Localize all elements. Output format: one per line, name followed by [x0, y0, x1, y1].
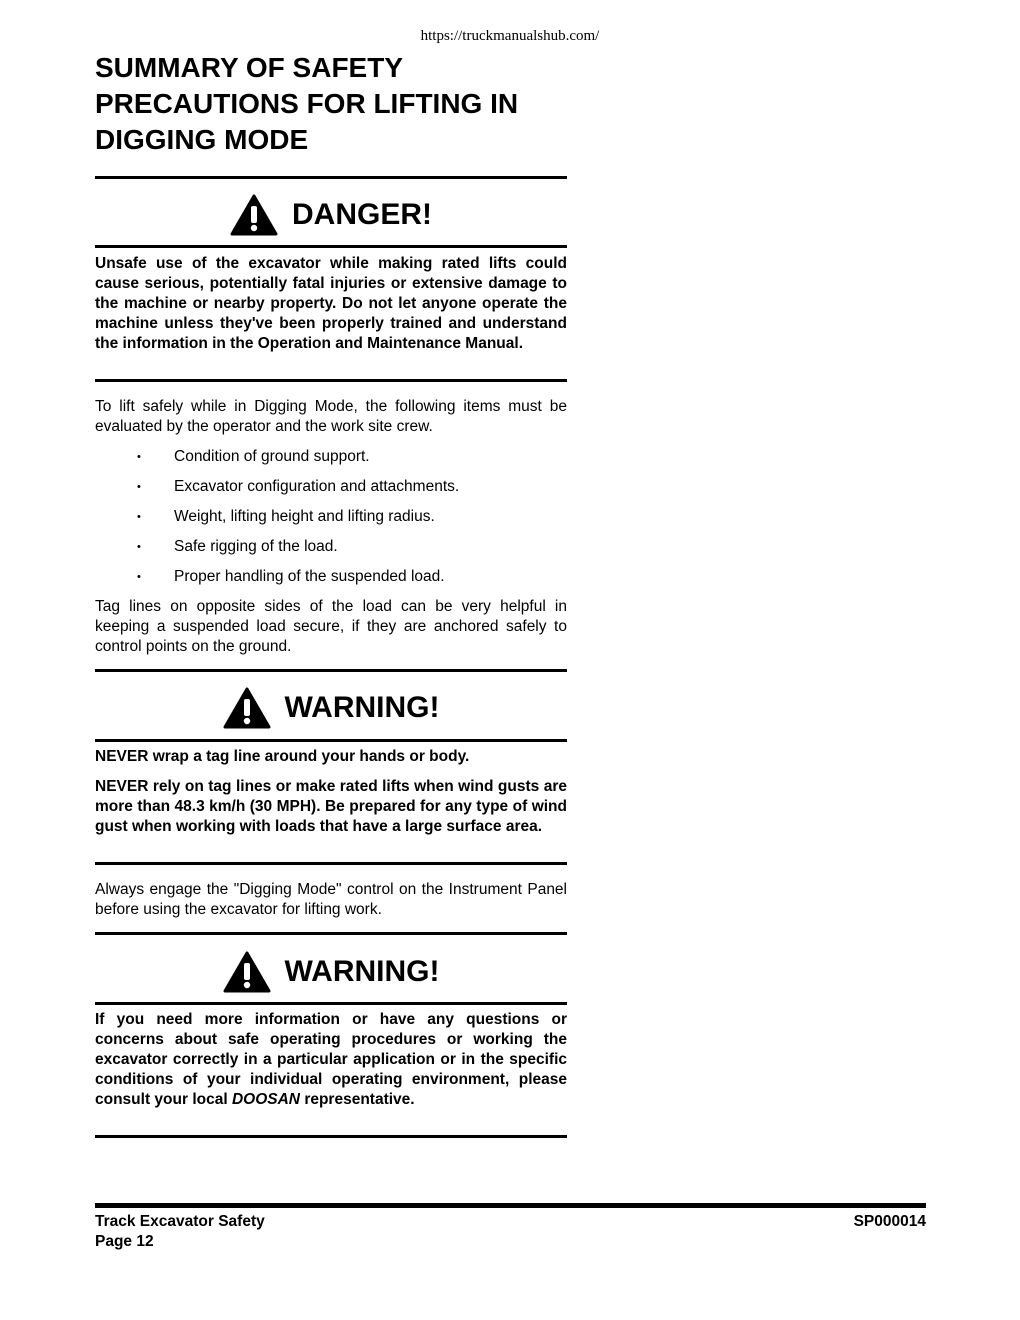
divider	[95, 739, 567, 742]
warning-text: NEVER wrap a tag line around your hands or body.	[95, 748, 470, 765]
warning-triangle-icon	[223, 687, 271, 729]
list-item	[95, 447, 567, 477]
warning-text-part: representative.	[304, 1091, 415, 1108]
list-item	[95, 567, 567, 597]
warning-text-part: If you need more information or have any questions or concerns about safe operating procedures or working the excavator correctly in a particular application or in the specific conditions of your individual operating environment, please consult your local	[95, 1011, 567, 1108]
divider	[95, 862, 567, 865]
warning-text: NEVER rely on tag lines or make rated lifts when wind gusts are more than 48.3 km/h (30 MPH). Be prepared for any type of wind gust when working with loads that have a large surface area.	[95, 778, 567, 835]
warning-text	[95, 1010, 567, 1110]
danger-text: Unsafe use of the excavator while making rated lifts could cause serious, potentially fatal injuries or extensive damage to the machine or nearby property. Do not let anyone operate the machine unless they've been properly trained and understand the information in the Operation and Maintenance Manual.	[95, 255, 567, 352]
divider	[95, 932, 567, 935]
page-title	[95, 50, 567, 158]
bullet-marker: •	[137, 511, 141, 523]
divider	[95, 1135, 567, 1138]
list-item-text: Safe rigging of the load.	[174, 538, 338, 555]
list-item	[95, 477, 567, 507]
bullet-marker: •	[137, 451, 141, 463]
tag-lines-paragraph: Tag lines on opposite sides of the load can be very helpful in keeping a suspended load secure, if they are anchored safely to control points on the ground.	[95, 598, 567, 655]
document-title: Track Excavator Safety	[95, 1213, 265, 1230]
danger-heading	[95, 195, 567, 235]
list-item-text: Condition of ground support.	[174, 448, 370, 465]
document-code: SP000014	[853, 1213, 926, 1230]
divider	[95, 379, 567, 382]
title-line-2: PRECAUTIONS FOR LIFTING IN	[95, 88, 519, 119]
warning-label: WARNING!	[284, 691, 440, 724]
title-line-3: DIGGING MODE	[95, 124, 309, 155]
divider	[95, 245, 567, 248]
footer-divider	[95, 1203, 926, 1208]
footer-left	[95, 1212, 265, 1252]
digging-mode-paragraph: Always engage the "Digging Mode" control on the Instrument Panel before using the excavator for lifting work.	[95, 881, 567, 918]
warning-triangle-icon	[230, 194, 278, 236]
list-item	[95, 507, 567, 537]
divider	[95, 176, 567, 179]
bullet-marker: •	[137, 541, 141, 553]
bullet-marker: •	[137, 571, 141, 583]
list-item-text: Weight, lifting height and lifting radius.	[174, 508, 435, 525]
brand-name: DOOSAN	[231, 1091, 300, 1108]
list-item-text: Proper handling of the suspended load.	[174, 568, 445, 585]
evaluation-list	[95, 447, 567, 597]
divider	[95, 669, 567, 672]
warning-triangle-icon	[223, 951, 271, 993]
title-line-1: SUMMARY OF SAFETY	[95, 52, 404, 83]
page-number: Page 12	[95, 1233, 154, 1250]
bullet-marker: •	[137, 481, 141, 493]
warning-heading	[95, 952, 567, 992]
intro-paragraph: To lift safely while in Digging Mode, the following items must be evaluated by the operator and the work site crew.	[95, 398, 567, 435]
danger-label: DANGER!	[292, 198, 432, 231]
list-item-text: Excavator configuration and attachments.	[174, 478, 460, 495]
source-url: https://truckmanualshub.com/	[420, 28, 600, 44]
warning-label: WARNING!	[284, 955, 440, 988]
warning-heading	[95, 688, 567, 728]
divider	[95, 1002, 567, 1005]
list-item	[95, 537, 567, 567]
